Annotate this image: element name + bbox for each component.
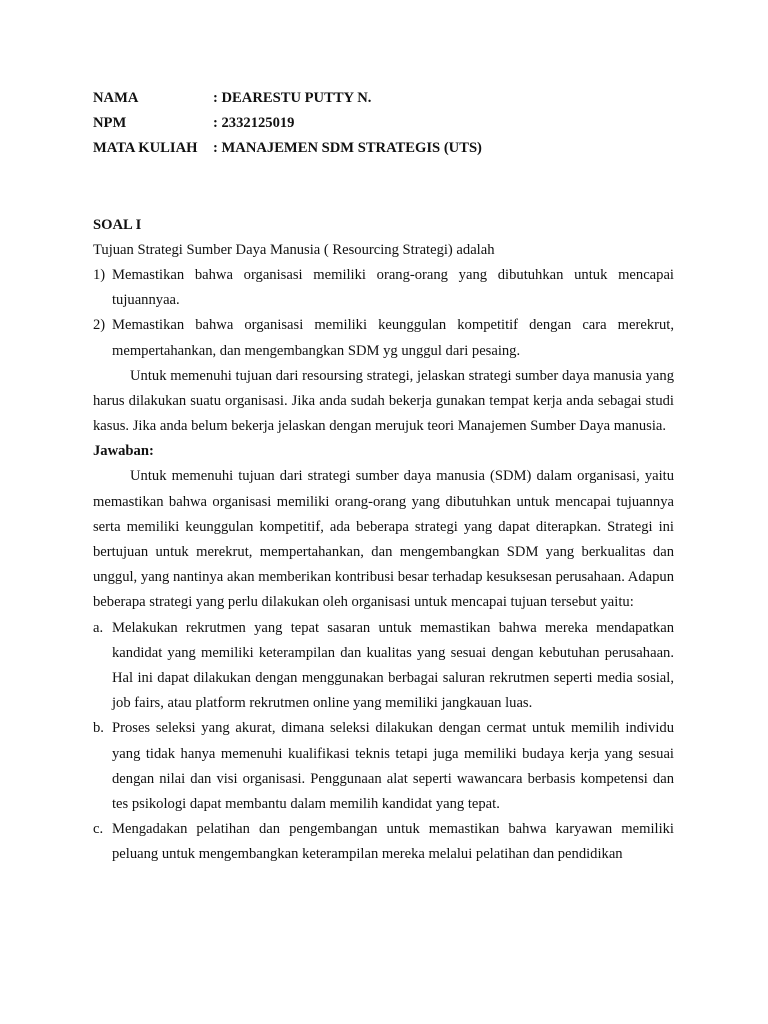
soal-heading: SOAL I: [93, 217, 142, 233]
nama-label: NAMA: [93, 90, 139, 106]
nama-value: : DEARESTU PUTTY N.: [213, 90, 372, 106]
npm-value: : 2332125019: [213, 115, 295, 131]
list-marker: c.: [93, 821, 104, 838]
jawaban-list-item-c: [93, 817, 674, 867]
spacer: [93, 161, 674, 213]
header-nama-row: [93, 86, 674, 111]
header-npm-row: [93, 111, 674, 136]
document-content: [93, 86, 674, 868]
soal-question-paragraph: Untuk memenuhi tujuan dari resoursing strategi, jelaskan strategi sumber daya manusia yang harus dilakukan suatu organisasi. Jika anda sudah bekerja gunakan tempat kerja anda sebagai studi kasus. Jika anda belum bekerja jelaskan dengan merujuk teori Manajemen Sumber Daya manusia.: [93, 367, 674, 435]
header-mata-kuliah-row: [93, 136, 674, 161]
list-marker: b.: [93, 720, 104, 737]
jawaban-heading: Jawaban:: [93, 443, 154, 460]
jawaban-list-item-a: [93, 616, 674, 717]
mata-kuliah-value: : MANAJEMEN SDM STRATEGIS (UTS): [213, 140, 482, 156]
jawaban-paragraph: Untuk memenuhi tujuan dari strategi sumber daya manusia (SDM) dalam organisasi, yaitu memastikan bahwa organisasi memiliki orang-orang yang dibutuhkan untuk mencapai tujuannya serta memiliki keunggulan kompetitif, ada beberapa strategi yang dapat diterapkan. Strategi ini bertujuan untuk merekrut, mempertahankan, dan mengembangkan SDM yang berkualitas dan unggul, yang nantinya akan memberikan kontribusi besar terhadap kesuksesan perusahaan. Adapun beberapa strategi yang perlu dilakukan oleh organisasi untuk mencapai tujuan tersebut yaitu:: [93, 468, 674, 611]
list-marker: a.: [93, 619, 104, 636]
list-item-text: Melakukan rekrutmen yang tepat sasaran untuk memastikan bahwa mereka mendapatkan kandidat yang memiliki keterampilan dan kualitas yang sesuai dengan kebutuhan perusahaan. Hal ini dapat dilakukan dengan menggunakan berbagai saluran rekrutmen seperti media sosial, job fairs, atau platform rekrutmen online yang memiliki jangkauan luas.: [112, 619, 674, 712]
jawaban-list-item-b: [93, 716, 674, 817]
soal-list-item-2: [93, 313, 674, 363]
jawaban-list: [93, 616, 674, 868]
soal-intro: Tujuan Strategi Sumber Daya Manusia ( Resourcing Strategi) adalah: [93, 242, 495, 258]
mata-kuliah-label: MATA KULIAH: [93, 140, 198, 156]
list-marker: 1): [93, 267, 106, 283]
soal-list-item-1: [93, 263, 674, 313]
list-item-text: Memastikan bahwa organisasi memiliki keunggulan kompetitif dengan cara merekrut, mempertahankan, dan mengembangkan SDM yg unggul dari pesaing.: [112, 317, 674, 359]
npm-label: NPM: [93, 115, 127, 131]
list-item-text: Proses seleksi yang akurat, dimana seleksi dilakukan dengan cermat untuk memilih individu yang tidak hanya memenuhi kualifikasi teknis tetapi juga memiliki budaya kerja yang sesuai dengan nilai dan visi organisasi. Penggunaan alat seperti wawancara berbasis kompetensi dan tes psikologi dapat membantu dalam memilih kandidat yang tepat.: [112, 720, 674, 813]
soal-list: [93, 263, 674, 364]
list-item-text: Mengadakan pelatihan dan pengembangan untuk memastikan bahwa karyawan memiliki peluang untuk mengembangkan keterampilan mereka melalui pelatihan dan pendidikan: [112, 821, 674, 863]
list-item-text: Memastikan bahwa organisasi memiliki orang-orang yang dibutuhkan untuk mencapai tujuannyaa.: [112, 267, 674, 309]
list-marker: 2): [93, 317, 106, 334]
